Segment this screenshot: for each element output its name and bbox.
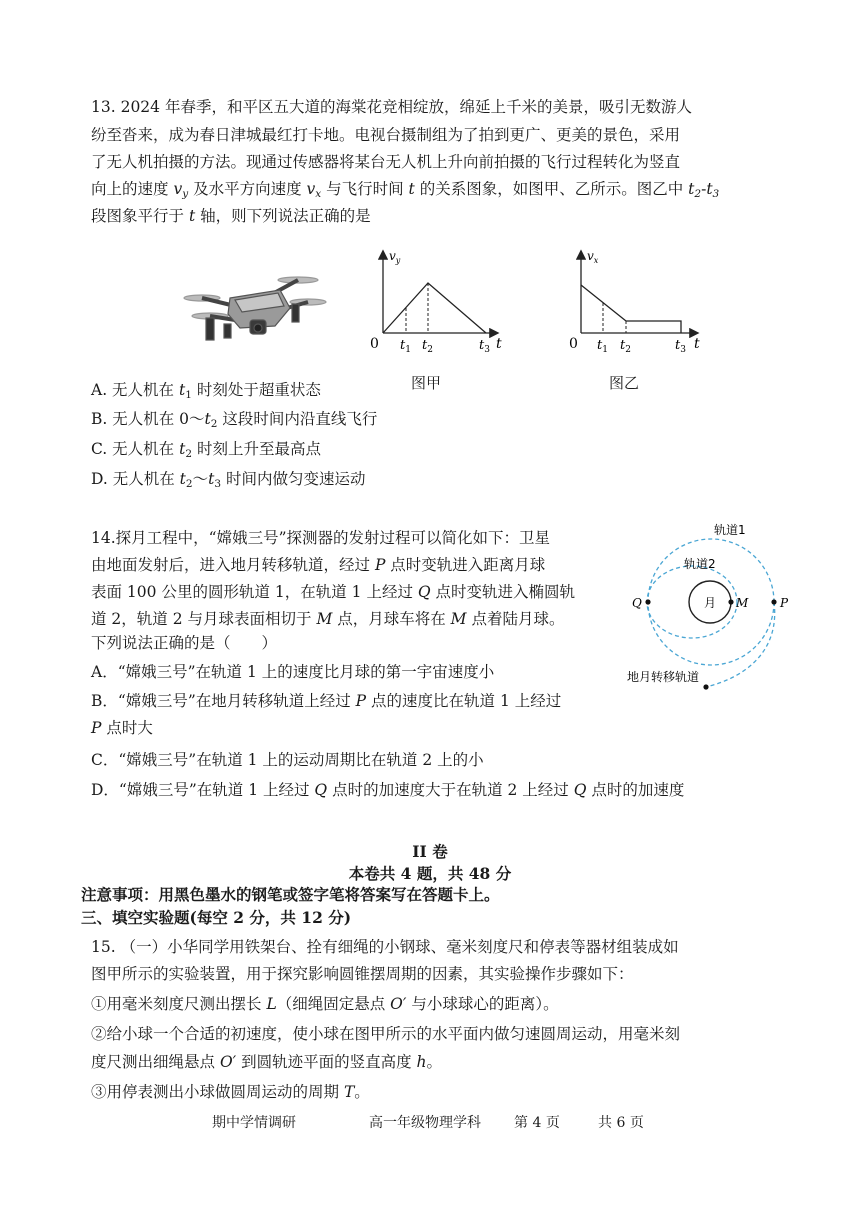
q13-line-4 — [91, 177, 719, 206]
q15-step-3 — [91, 1080, 370, 1104]
tick-t3: $t_3$ — [479, 338, 490, 355]
q13-line-3: 了无人机拍摄的方法。现通过传感器将某台无人机上升向前拍摄的飞行过程转化为竖直 — [91, 153, 681, 171]
q14-text: 道 2，轨道 2 与月球表面相切于 — [91, 610, 317, 628]
option-text: D. 无人机在 — [91, 470, 180, 488]
var-t: t — [208, 470, 215, 488]
total-text: 页 — [629, 1115, 644, 1131]
option-text: B. 无人机在 0～ — [91, 410, 205, 428]
step-text: 。 — [354, 1083, 370, 1101]
axis-label-vy: $v_y$ — [389, 249, 401, 265]
sub: 1 — [185, 389, 192, 401]
origin-label: 0 — [569, 336, 578, 352]
axis-label-t: t — [496, 336, 502, 352]
footer-subject: 高一年级物理学科 — [369, 1115, 481, 1131]
q14-line-3 — [91, 580, 575, 604]
var-O-prime: O′ — [390, 995, 407, 1013]
var-M: M — [316, 610, 333, 628]
var-t: t — [204, 410, 211, 428]
q14-text: 点，月球车将在 — [332, 610, 451, 628]
q14-text: 表面 100 公里的圆形轨道 1，在轨道 1 上经过 — [91, 583, 418, 601]
option-text: ～ — [192, 470, 209, 488]
sub-y: y — [182, 188, 189, 200]
var-t: t — [688, 180, 695, 198]
var-t: t — [179, 470, 186, 488]
q14-line-5: 下列说法正确的是（ ） — [91, 634, 278, 652]
vx-curve — [581, 285, 681, 333]
q13-line-1: 13. 2024 年春季，和平区五大道的海棠花竞相绽放，绵延上千米的美景，吸引无数游人 — [91, 98, 692, 116]
q14-text: 点时变轨进入距离月球 — [385, 556, 546, 574]
q15-line-2: 图甲所示的实验装置，用于探究影响圆锥摆周期的因素，其实验操作步骤如下： — [91, 965, 634, 983]
orbit-diagram — [622, 515, 802, 705]
q13-option-b — [91, 407, 377, 436]
tick-t2: $t_2$ — [422, 338, 433, 355]
option-text: 点的速度比在轨道 1 上经过 — [366, 692, 562, 710]
q14-option-d — [91, 778, 684, 802]
axis-label-vx: $v_x$ — [587, 249, 599, 265]
var-t: t — [408, 180, 415, 198]
var-Q: Q — [417, 583, 431, 601]
total-pages: 6 — [616, 1115, 626, 1131]
q13-text: 轴，则下列说法正确的是 — [195, 207, 371, 225]
option-text: 点时的加速度 — [586, 781, 685, 799]
option-text: 这段时间内沿直线飞行 — [217, 410, 378, 428]
point-M-label: M — [736, 596, 749, 610]
q13-text: 及水平方向速度 — [188, 180, 307, 198]
tick-t2: $t_2$ — [620, 338, 631, 355]
page-text: 第 — [514, 1115, 528, 1131]
moon-label: 月 — [704, 596, 717, 610]
q14-text: 点着陆月球。 — [466, 610, 565, 628]
footer-left: 期中学情调研 — [212, 1115, 296, 1131]
var-M: M — [450, 610, 467, 628]
step-text: 度尺测出细绳悬点 — [91, 1053, 220, 1071]
q14-line-2 — [91, 553, 545, 577]
q14-text: 点时变轨进入椭圆轨 — [430, 583, 576, 601]
q13-text: 与飞行时间 — [321, 180, 409, 198]
var-t: t — [178, 381, 186, 399]
dash: - — [701, 180, 707, 198]
q13-option-d — [91, 467, 365, 496]
var-h: h — [416, 1053, 427, 1071]
page-number: 4 — [532, 1115, 542, 1131]
q14-text: 由地面发射后，进入地月转移轨道，经过 — [91, 556, 375, 574]
drone-illustration — [180, 268, 335, 353]
option-text: 点时的加速度大于在轨道 2 上经过 — [327, 781, 574, 799]
option-text: 时刻处于超重状态 — [191, 381, 321, 399]
var-v: v — [306, 180, 316, 198]
q13-option-c — [91, 437, 321, 466]
transfer-orbit — [706, 602, 775, 687]
section-heading: 三、填空实验题(每空 2 分，共 12 分) — [81, 908, 352, 927]
tick-t1: $t_1$ — [400, 338, 411, 355]
q13-option-a — [91, 378, 321, 407]
option-text: 点时大 — [101, 719, 153, 737]
var-t: t — [188, 207, 196, 225]
option-text: 时间内做匀变速运动 — [221, 470, 366, 488]
origin-label: 0 — [370, 336, 379, 352]
part2-title: II 卷 — [412, 842, 448, 861]
q15-step-2: ②给小球一个合适的初速度，使小球在图甲所示的水平面内做匀速圆周运动，用毫米刻 — [91, 1025, 681, 1043]
step-text: 。 — [426, 1053, 443, 1071]
transfer-orbit-label: 地月转移轨道 — [627, 670, 700, 684]
q14-option-c: C．“嫦娥三号”在轨道 1 上的运动周期比在轨道 2 上的小 — [91, 751, 484, 769]
option-text: A. 无人机在 — [91, 381, 179, 399]
tick-t1: $t_1$ — [597, 338, 608, 355]
q14-option-b-cont — [91, 716, 153, 740]
q14-option-b — [91, 689, 561, 713]
tick-t3: $t_3$ — [675, 338, 686, 355]
q13-line-5 — [91, 204, 371, 228]
q14-line-4 — [91, 607, 564, 631]
q13-text: 段图象平行于 — [91, 207, 189, 225]
orbit-2-label: 轨道2 — [684, 557, 716, 571]
sub: 2 — [185, 448, 193, 460]
var-t: t — [179, 440, 186, 458]
q15-step-1 — [91, 992, 559, 1016]
q13-text: 向上的速度 — [91, 180, 174, 198]
var-T: T — [343, 1083, 355, 1101]
option-text: D．“嫦娥三号”在轨道 1 上经过 — [91, 781, 315, 799]
step-text: 到圆轨迹平面的竖直高度 — [236, 1053, 417, 1071]
q13-line-2: 纷至沓来，成为春日津城最红打卡地。电视台摄制组为了拍到更广、更美的景色，采用 — [91, 126, 681, 144]
caption-yi: 图乙 — [609, 374, 640, 392]
step-text: （细绳固定悬点 — [276, 995, 391, 1013]
var-P: P — [355, 692, 367, 710]
footer-page — [514, 1111, 560, 1135]
sub: 3 — [214, 478, 222, 490]
caption-jia: 图甲 — [411, 374, 442, 392]
var-L: L — [266, 995, 277, 1013]
graph-yi — [565, 248, 705, 358]
sub: 2 — [210, 418, 218, 430]
vy-curve — [383, 283, 486, 333]
orbit-1-label: 轨道1 — [714, 523, 746, 537]
var-P: P — [374, 556, 386, 574]
var-t: t — [706, 180, 713, 198]
total-text: 共 — [598, 1115, 612, 1131]
footer-total — [598, 1111, 644, 1135]
axis-label-t: t — [694, 336, 700, 352]
sub-x: x — [315, 188, 322, 200]
option-text: B．“嫦娥三号”在地月转移轨道上经过 — [91, 692, 356, 710]
sub: 2 — [185, 478, 193, 490]
var-P: P — [91, 719, 102, 737]
q13-text: 的关系图象，如图甲、乙所示。图乙中 — [414, 180, 689, 198]
q15-line-1: 15. （一）小华同学用铁架台、拴有细绳的小钢球、毫米刻度尺和停表等器材组装成如 — [91, 938, 679, 956]
step-text: ①用毫米刻度尺测出摆长 — [91, 995, 267, 1013]
var-Q: Q — [573, 781, 587, 799]
q14-line-1: 14.探月工程中，“嫦娥三号”探测器的发射过程可以简化如下：卫星 — [91, 529, 551, 547]
sub-2: 2 — [694, 188, 702, 200]
graph-jia — [365, 248, 505, 358]
step-text: 与小球球心的距离）。 — [406, 995, 559, 1013]
var-O-prime: O′ — [219, 1053, 237, 1071]
page-text: 页 — [545, 1115, 560, 1131]
q15-step-2-cont — [91, 1050, 442, 1074]
sub-3: 3 — [712, 188, 720, 200]
step-text: ③用停表测出小球做圆周运动的周期 — [91, 1083, 344, 1101]
orbit-2 — [647, 566, 737, 638]
option-text: 时刻上升至最高点 — [192, 440, 321, 458]
q14-option-a: A．“嫦娥三号”在轨道 1 上的速度比月球的第一宇宙速度小 — [91, 663, 495, 681]
point-Q-label: Q — [632, 596, 642, 610]
var-Q: Q — [314, 781, 328, 799]
part2-notice: 注意事项：用黑色墨水的钢笔或签字笔将答案写在答题卡上。 — [81, 885, 500, 904]
point-P-label: P — [780, 596, 789, 610]
option-text: C. 无人机在 — [91, 440, 180, 458]
var-v: v — [173, 180, 183, 198]
part2-subtitle: 本卷共 4 题，共 48 分 — [348, 864, 512, 883]
